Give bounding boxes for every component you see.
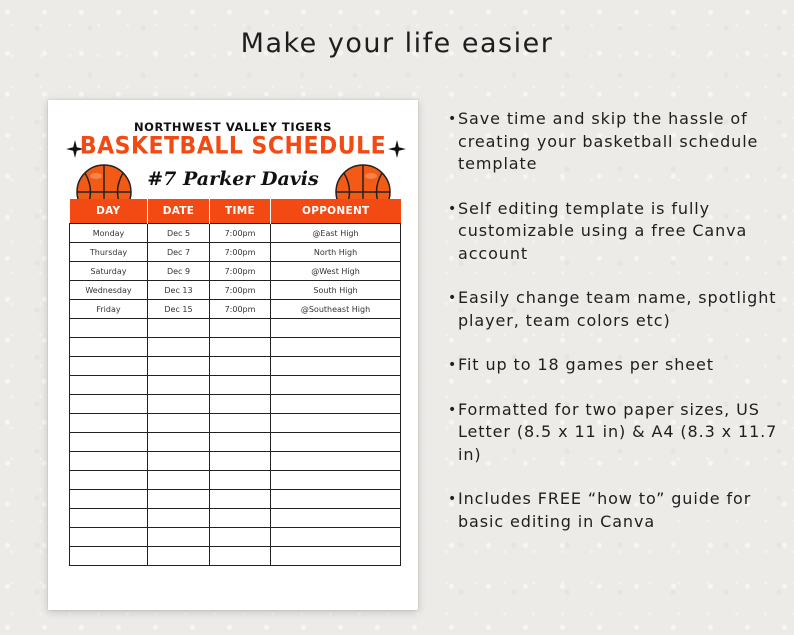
table-row-empty [70,414,401,433]
cell-day-empty [70,490,148,509]
feature-item: • Self editing template is fully customizable using a free Canva account [448,198,778,266]
cell-day-empty [70,395,148,414]
cell-day: Saturday [70,262,148,281]
cell-date-empty [148,395,210,414]
cell-opponent-empty [271,338,401,357]
cell-time-empty [210,528,271,547]
column-header-opponent: OPPONENT [271,199,401,224]
table-row-empty [70,490,401,509]
cell-opponent-empty [271,357,401,376]
cell-opponent: @Southeast High [271,300,401,319]
cell-opponent-empty [271,471,401,490]
cell-time-empty [210,338,271,357]
table-row-empty [70,395,401,414]
table-row-empty [70,338,401,357]
cell-time-empty [210,490,271,509]
cell-time-empty [210,547,271,566]
cell-date: Dec 5 [148,224,210,243]
cell-opponent: South High [271,281,401,300]
table-row [70,224,401,243]
cell-opponent-empty [271,547,401,566]
feature-item: • Includes FREE “how to” guide for basic editing in Canva [448,488,778,533]
column-header-time: TIME [210,199,271,224]
cell-date-empty [148,414,210,433]
cell-day: Thursday [70,243,148,262]
column-header-day: DAY [70,199,148,224]
schedule-sheet [48,100,418,610]
cell-opponent-empty [271,509,401,528]
cell-date-empty [148,376,210,395]
feature-list [448,108,778,555]
feature-item: • Fit up to 18 games per sheet [448,354,778,377]
cell-day-empty [70,547,148,566]
cell-day: Monday [70,224,148,243]
headline: Make your life easier [240,28,554,59]
cell-opponent-empty [271,395,401,414]
cell-time: 7:00pm [210,224,271,243]
table-row-empty [70,471,401,490]
feature-item: • Save time and skip the hassle of creating your basketball schedule template [448,108,778,176]
cell-day-empty [70,471,148,490]
feature-item: • Easily change team name, spotlight player, team colors etc) [448,287,778,332]
cell-day-empty [70,509,148,528]
cell-day-empty [70,433,148,452]
table-row [70,300,401,319]
feature-item: • Formatted for two paper sizes, US Letter (8.5 x 11 in) & A4 (8.3 x 11.7 in) [448,399,778,467]
cell-time: 7:00pm [210,281,271,300]
table-row-empty [70,452,401,471]
cell-time-empty [210,414,271,433]
cell-day-empty [70,376,148,395]
table-row-empty [70,509,401,528]
schedule-title: BASKETBALL SCHEDULE [79,133,387,160]
cell-opponent: @East High [271,224,401,243]
cell-time-empty [210,433,271,452]
cell-day-empty [70,414,148,433]
cell-opponent-empty [271,376,401,395]
cell-day-empty [70,319,148,338]
cell-opponent: @West High [271,262,401,281]
cell-date-empty [148,357,210,376]
cell-time-empty [210,376,271,395]
cell-day-empty [70,338,148,357]
cell-day: Friday [70,300,148,319]
cell-day-empty [70,528,148,547]
cell-opponent: North High [271,243,401,262]
table-row-empty [70,433,401,452]
cell-opponent-empty [271,433,401,452]
cell-date-empty [148,433,210,452]
cell-day-empty [70,357,148,376]
table-row-empty [70,376,401,395]
cell-day: Wednesday [70,281,148,300]
cell-time: 7:00pm [210,262,271,281]
cell-date-empty [148,509,210,528]
table-row [70,281,401,300]
cell-date-empty [148,490,210,509]
cell-time-empty [210,471,271,490]
cell-opponent-empty [271,490,401,509]
cell-date-empty [148,528,210,547]
cell-date: Dec 13 [148,281,210,300]
schedule-table [69,199,401,566]
table-row [70,262,401,281]
table-header-row [70,199,401,224]
cell-time-empty [210,357,271,376]
cell-time-empty [210,395,271,414]
cell-opponent-empty [271,452,401,471]
cell-day-empty [70,452,148,471]
cell-time: 7:00pm [210,300,271,319]
cell-date-empty [148,452,210,471]
team-name: NORTHWEST VALLEY TIGERS [133,120,333,134]
cell-date-empty [148,471,210,490]
cell-date-empty [148,319,210,338]
cell-date: Dec 9 [148,262,210,281]
table-row [70,243,401,262]
cell-opponent-empty [271,414,401,433]
cell-date-empty [148,338,210,357]
cell-date: Dec 15 [148,300,210,319]
cell-time-empty [210,319,271,338]
cell-date: Dec 7 [148,243,210,262]
cell-time-empty [210,509,271,528]
column-header-date: DATE [148,199,210,224]
table-row-empty [70,528,401,547]
spotlight-player: #7 Parker Davis [147,168,319,190]
table-row-empty [70,547,401,566]
cell-opponent-empty [271,528,401,547]
cell-opponent-empty [271,319,401,338]
cell-time-empty [210,452,271,471]
cell-date-empty [148,547,210,566]
cell-time: 7:00pm [210,243,271,262]
table-row-empty [70,357,401,376]
table-row-empty [70,319,401,338]
